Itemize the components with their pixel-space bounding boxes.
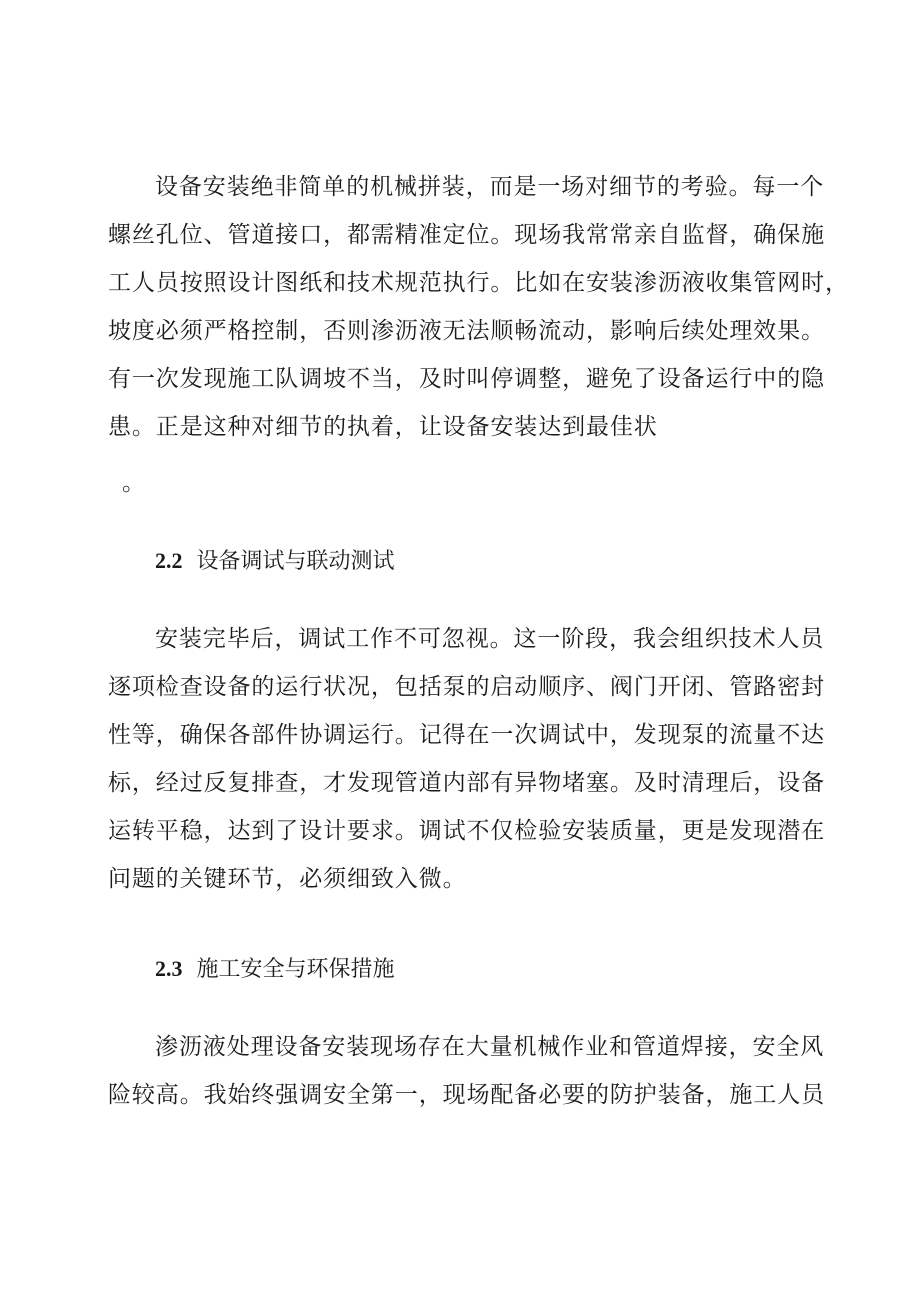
section-number: 2.3 xyxy=(155,956,183,981)
section-title: 施工安全与环保措施 xyxy=(196,957,395,982)
section-heading-2-2 xyxy=(155,546,395,577)
section-number: 2.2 xyxy=(155,548,183,573)
paragraph-1-line-2: 螺丝孔位、管道接口，都需精准定位。现场我常常亲自监督，确保施 xyxy=(108,222,825,248)
paragraph-2-line-3: 性等，确保各部件协调运行。记得在一次调试中，发现泵的流量不达 xyxy=(108,722,825,748)
paragraph-2-line-5: 运转平稳，达到了设计要求。调试不仅检验安装质量，更是发现潜在 xyxy=(108,818,825,844)
paragraph-1-line-7: 。 xyxy=(122,470,146,496)
section-heading-2-3 xyxy=(155,954,395,985)
section-title: 设备调试与联动测试 xyxy=(196,549,395,574)
paragraph-2-line-2: 逐项检查设备的运行状况，包括泵的启动顺序、阀门开闭、管路密封 xyxy=(108,674,825,700)
paragraph-2-line-1: 安装完毕后，调试工作不可忽视。这一阶段，我会组织技术人员 xyxy=(155,626,825,652)
paragraph-1-line-1: 设备安装绝非简单的机械拼装，而是一场对细节的考验。每一个 xyxy=(155,174,825,200)
paragraph-1-line-4: 坡度必须严格控制，否则渗沥液无法顺畅流动，影响后续处理效果。 xyxy=(108,318,825,344)
paragraph-3-line-2: 险较高。我始终强调安全第一，现场配备必要的防护装备，施工人员 xyxy=(108,1082,825,1108)
paragraph-1-line-3: 工人员按照设计图纸和技术规范执行。比如在安装渗沥液收集管网时， xyxy=(108,270,849,296)
paragraph-3-line-1: 渗沥液处理设备安装现场存在大量机械作业和管道焊接，安全风 xyxy=(155,1034,825,1060)
paragraph-2-line-4: 标，经过反复排查，才发现管道内部有异物堵塞。及时清理后，设备 xyxy=(108,770,825,796)
paragraph-2-line-6: 问题的关键环节，必须细致入微。 xyxy=(108,866,467,892)
paragraph-1-line-5: 有一次发现施工队调坡不当，及时叫停调整，避免了设备运行中的隐 xyxy=(108,366,825,392)
paragraph-1-line-6: 患。正是这种对细节的执着，让设备安装达到最佳状 xyxy=(108,414,658,440)
